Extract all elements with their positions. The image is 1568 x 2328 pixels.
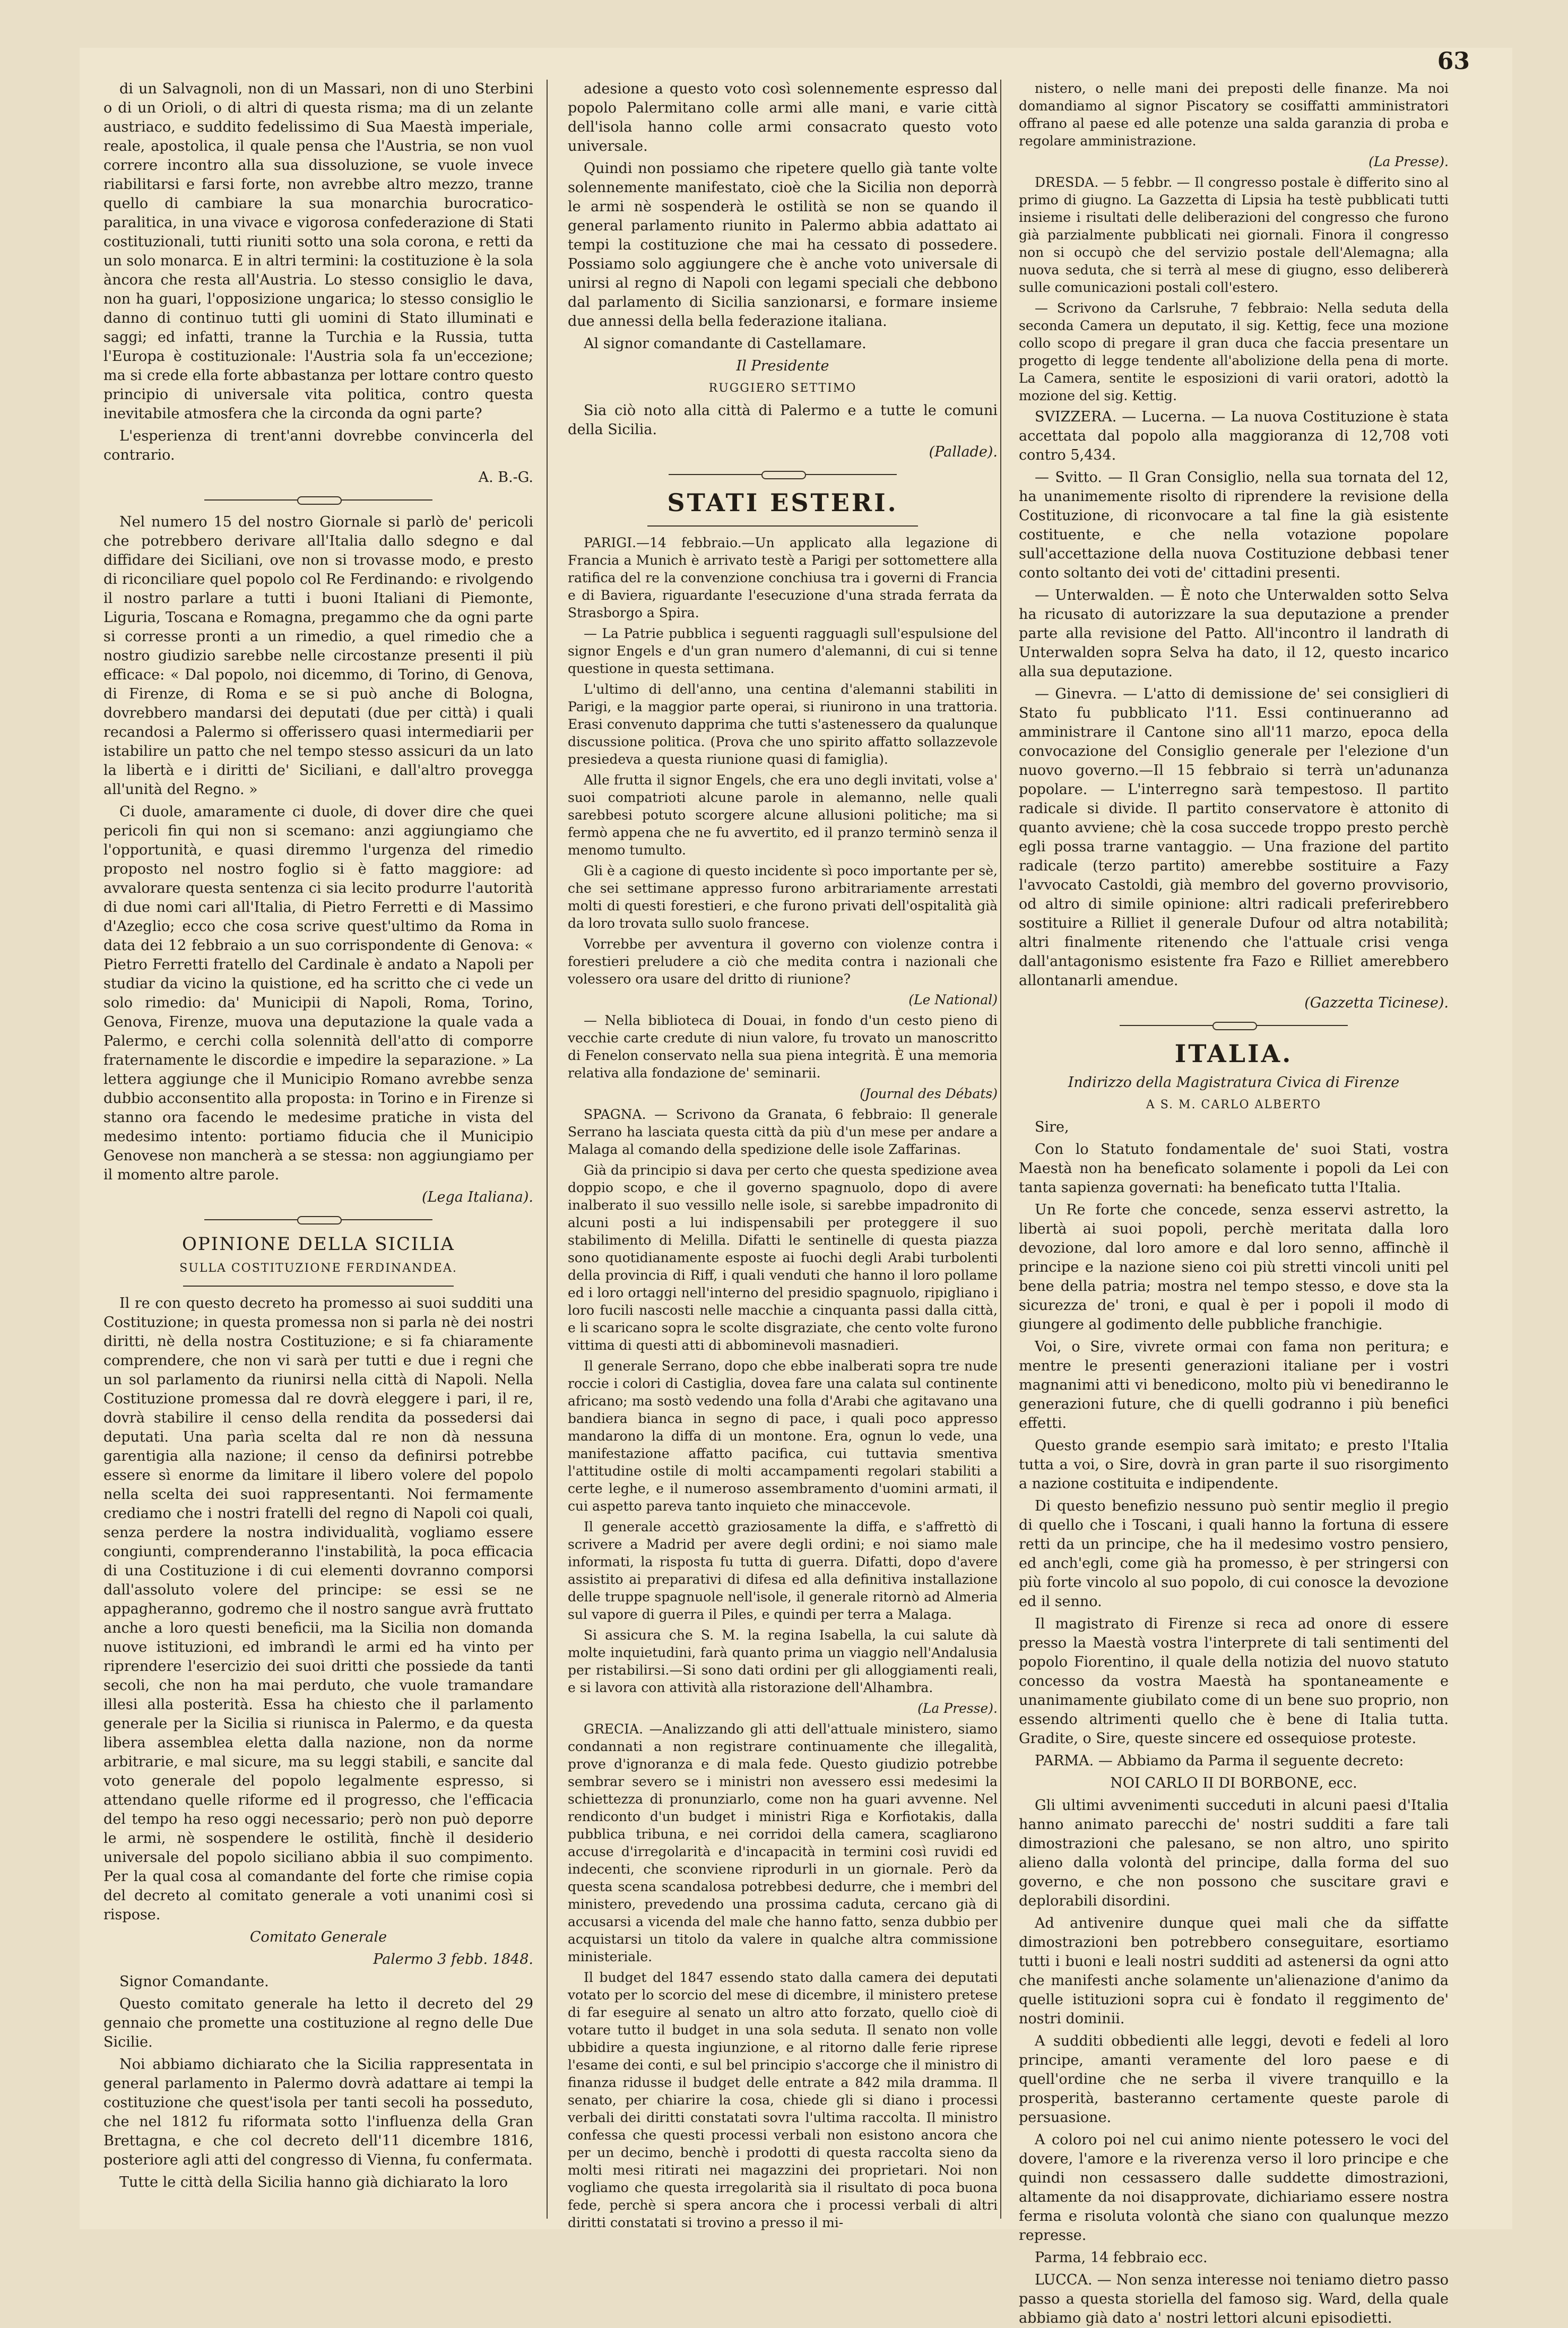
paragraph: — Unterwalden. — È noto che Unterwalden sotto Selva ha ricusato di autorizzare la sua deputazione a prender parte alla revisione del Patto. All'incontro il landrath di Unterwalden sopra Selva ha dato, il 12, questo incarico alla sua deputazione. bbox=[1019, 587, 1449, 680]
paragraph: Questo grande esempio sarà imitato; e presto l'Italia tutta a voi, o Sire, dovrà in gran parte il suo risorgimento a nazione costituita e indipendente. bbox=[1019, 1437, 1449, 1492]
paragraph: — Ginevra. — L'atto di demissione de' sei consiglieri di Stato fu pubblicato l'11. Essi continueranno ad amministrare il Cantone sino all'11 marzo, epoca della convocazione del Consiglio generale per l'elezione d'un nuovo governo.—Il 15 febbraio si terrà un'adunanza popolare. — L'interregno sarà tempestoso. Il partito radicale si divide. Il partito conservatore è attonito di quanto avviene; chè la cosa succede troppo presto perchè egli possa trarne vantaggio. — Una frazione del partito radicale (terzo partito) amerebbe sostituire a Fazy l'avvocato Castoldi, già membro del governo provvisorio, od altro di simile opinione: altri radicali preferirebbero sostituire a Rilliet il generale Dufour od altra notabilità; altri finalmente ritenendo che l'attuale crisi venga dall'antagonismo esistente fra Fazo e Rilliet amerebbero allontanarli amendue. bbox=[1019, 686, 1449, 989]
paragraph: SPAGNA. — Scrivono da Granata, 6 febbraio: Il generale Serrano ha lasciata questa città da più d'un mese per andare a Malaga al comando della spedizione delle isole Zaffarinas. bbox=[568, 1107, 998, 1157]
paragraph: Il generale accettò graziosamente la diffa, e s'affrettò di scrivere a Madrid per avere degli ordini; e noi siamo male informati, la risposta fu tutta di guerra. Difatti, dopo d'avere assistito ai preparativi di difesa ed alla definitiva installazione delle truppe spagnuole nell'isole, il generale ritornò ad Almeria sul vapore di guerra il Piles, e quindi per terra a Malaga. bbox=[568, 1519, 998, 1622]
paragraph: Parma, 14 febbraio ecc. bbox=[1035, 2249, 1208, 2266]
paragraph: Ci duole, amaramente ci duole, di dover dire che quei pericoli fin qui non si scemano: anzi aggiungiamo che l'opportunità, e quasi diremmo l'urgenza del rimedio proposto nel nostro foglio si è fatto maggiore: ad avvalorare questa sentenza ci sia lecito produrre l'autorità di due nomi cari all'Italia, di Pietro Ferretti e di Massimo d'Azeglio; ecco che cosa scrive quest'ultimo da Roma in data dei 12 febbraio a un suo corrispondente di Genova: « Pietro Ferretti fratello del Cardinale è andato a Napoli per studiar da vicino la quistione, ed ha scritto che ci vede un solo rimedio: da' Municipii di Napoli, Roma, Torino, Genova, Firenze, muova una deputazione la quale vada a Palermo, e cerchi colla solennità dell'atto di comporre fraternamente le discordie e impedire la separazione. » La lettera aggiunge che il Municipio Romano avrebbe senza dubbio acconsentito alla proposta: in Torino e in Firenze si stanno ora facendo le medesime pratiche in vista del medesimo intento: portiamo fiducia che il Municipio Genovese non mancherà a se stessa: non aggiungiamo per il momento altre parole. bbox=[103, 804, 533, 1183]
paragraph: Questo comitato generale ha letto il decreto del 29 gennaio che promette una costituzione al regno delle Due Sicilie. bbox=[103, 1996, 533, 2050]
paragraph: Tutte le città della Sicilia hanno già dichiarato la loro bbox=[119, 2174, 508, 2191]
paragraph: PARMA. — Abbiamo da Parma il seguente decreto: bbox=[1035, 1753, 1404, 1769]
column-middle bbox=[568, 80, 998, 2230]
paragraph: Il generale Serrano, dopo che ebbe inalberati sopra tre nude roccie i colori di Castiglia, dovea fare una calata sul continente africano; ma sostò vedendo una folla d'Arabi che agitavano una bandiera bianca in segno di pace, i quali poco appresso mandarono la diffa di un montone. Era, ognun lo vede, una manifestazione affatto pacifica, cui tuttavia smentiva l'attitudine ostile di molti accampamenti regolari stabiliti a certe leghe, e il numeroso assembramento d'uomini armati, il cui aspetto pareva tanto inquieto che minaccevole. bbox=[568, 1358, 998, 1514]
source-credit: (La Presse). bbox=[917, 1701, 998, 1716]
paragraph: Con lo Statuto fondamentale de' suoi Stati, vostra Maestà non ha beneficato solamente i popoli da Lei con tanta sapienza governati: ha beneficato tutta l'Italia. bbox=[1019, 1141, 1449, 1196]
paragraph: Vorrebbe per avventura il governo con violenze contra i forestieri preludere a ciò che medita contra i nazionali che volessero ora usare del dritto di riunione? bbox=[568, 936, 998, 987]
decree-heading: NOI CARLO II DI BORBONE, ecc. bbox=[1110, 1775, 1357, 1791]
section-subheading: SULLA COSTITUZIONE FERDINANDEA. bbox=[179, 1262, 457, 1275]
paragraph: Il budget del 1847 essendo stato dalla camera dei deputati votato per lo scorcio del mese di dicembre, il ministero pretese di far eseguire al senato un altro atto forzato, quello cioè di votare tutto il budget in una sola seduta. Il senato non volle ubbidire a questa ingiunzione, e al ritorno dalle ferie riprese l'esame dei conti, e sul bel principio s'accorge che il ministro di finanza ridusse il budget delle entrate a 842 mila dramma. Il senato, per chiarire la cosa, chiede gli si diano i processi verbali dei diritti constatati sovra l'ultima raccolta. Il ministro confessa che questi processi verbali non esistono ancora che per un decimo, benchè i prodotti di questa raccolta sieno da molti mesi ritirati nei magazzini dei proprietari. Noi non vogliamo che questa irregolarità sia il risultato di poca buona fede, perchè si spera ancora che i processi verbali di altri diritti constatati si trovino a presso il mi- bbox=[568, 1970, 998, 2230]
section-heading: ITALIA. bbox=[1174, 1039, 1293, 1068]
source-credit: (Gazzetta Ticinese). bbox=[1304, 995, 1449, 1011]
column-right bbox=[1019, 80, 1449, 2326]
paragraph: Voi, o Sire, vivrete ormai con fama non peritura; e mentre le presenti generazioni italiane per i vostri magnanimi atti vi benedicono, molto più vi benediranno le generazioni future, che di quelli godranno i più benefici effetti. bbox=[1019, 1339, 1449, 1432]
column-rule bbox=[547, 80, 548, 2219]
divider bbox=[647, 525, 918, 527]
ornament-divider bbox=[1019, 1020, 1449, 1031]
paragraph: Sia ciò noto alla città di Palermo e a tutte le comuni della Sicilia. bbox=[568, 402, 998, 438]
section-subheading: Indirizzo della Magistratura Civica di Firenze bbox=[1068, 1074, 1400, 1091]
addressee: A S. M. CARLO ALBERTO bbox=[1146, 1098, 1322, 1111]
ornament-divider bbox=[568, 469, 998, 480]
paragraph: — Svitto. — Il Gran Consiglio, nella sua tornata del 12, ha unanimemente risolto di riprendere la revisione della Costituzione, di riconvocare a tal fine la già esistente costituente, e che nella votazione popolare sull'accettazione della nuova Costituzione debbasi tener conto soltanto dei voti de' cittadini presenti. bbox=[1019, 469, 1449, 581]
paragraph: Ad antivenire dunque quei mali che da siffatte dimostrazioni ben potrebbero conseguitare, esortiamo tutti i buoni e leali nostri sudditi ad astenersi da ogni atto che manifesti anche solamente un'alienazione d'animo da quelle istituzioni sopra cui è fondato il reggimento de' nostri dominii. bbox=[1019, 1915, 1449, 2027]
source-credit: (Le National) bbox=[908, 992, 998, 1007]
paragraph: Il magistrato di Firenze si reca ad onore di essere presso la Maestà vostra l'interprete di tali sentimenti del popolo Fiorentino, il quale della notizia del nuovo statuto concesso da vostra Maestà ha spontaneamente e unanimamente giubilato come di un bene suo proprio, non essendo altrimenti quello che è bene di Italia tutta. Gradite, o Sire, queste sincere ed ossequiose proteste. bbox=[1019, 1616, 1449, 1747]
section-heading: STATI ESTERI. bbox=[667, 488, 898, 517]
paragraph: Gli è a cagione di questo incidente sì poco importante per sè, che sei settimane appresso furono arbitrariamente arrestati molti di questi forestieri, e che furono privati dell'ospitalità già da loro trovata sullo suolo francese. bbox=[568, 863, 998, 931]
paragraph: Nel numero 15 del nostro Giornale si parlò de' pericoli che potrebbero derivare all'Italia dallo sdegno e dal diffidare dei Siciliani, ove non si trovasse modo, e presto di riconciliare quel popolo col Re Ferdinando: e rivolgendo il nostro parlare a tutti i buoni Italiani di Piemonte, Liguria, Toscana e Romagna, pregammo che da ogni parte si corresse pronti a un rimedio, a quel rimedio che a nostro giudizio sarebbe nelle circostanze presenti il più efficace: « Dal popolo, noi dicemmo, di Torino, di Genova, di Firenze, di Roma e se si può anche di Bologna, dovrebbero mandarsi dei deputati (due per città) i quali recandosi a Palermo si offerissero quasi intermediarii per istabilire un patto che nel tempo stesso assicuri da un lato la libertà e i diritti de' Siciliani, e dall'altro provegga all'unità del Regno. » bbox=[103, 514, 533, 798]
paragraph: Si assicura che S. M. la regina Isabella, la cui salute dà molte inquietudini, farà quanto prima un viaggio nell'Andalusia per ristabilirsi.—Si sono dati ordini per gli alloggiamenti reali, e si lavora con attività alla ristorazione dell'Alhambra. bbox=[568, 1627, 998, 1695]
paragraph: — Scrivono da Carlsruhe, 7 febbraio: Nella seduta della seconda Camera un deputato, il sig. Kettig, fece una mozione collo scopo di pregare il gran duca che faccia presentare un progetto di legge tendente all'abolizione della pena di morte. La Camera, sentite le esposizioni di varii oratori, adottò la mozione del sig. Kettig. bbox=[1019, 300, 1449, 403]
ornament-divider bbox=[103, 495, 533, 505]
paragraph: Noi abbiamo dichiarato che la Sicilia rappresentata in general parlamento in Palermo dovrà adattare ai tempi la costituzione che quest'isola per tanti secoli ha posseduto, che nel 1812 fu riformata sotto l'influenza della Gran Brettagna, e che col decreto dell'11 dicembre 1816, posteriore agli atti del congresso di Vienna, fu confermata. bbox=[103, 2056, 533, 2168]
source-credit: (La Presse). bbox=[1368, 154, 1449, 169]
paragraph: — Nella biblioteca di Douai, in fondo d'un cesto pieno di vecchie carte credute di niun valore, fu trovato un manoscritto di Fenelon conservato nella sua piena integrità. È una memoria relativa alla fondazione de' seminarii. bbox=[568, 1013, 998, 1081]
paragraph: GRECIA. —Analizzando gli atti dell'attuale ministero, siamo condannati a non registrare continuamente che illegalità, prove d'ignoranza e di mala fede. Questo giudizio potrebbe sembrar severo se i ministri non avessero essi medesimi la schiettezza di pronunziarlo, come non ha guari avvenne. Nel rendiconto d'un budget i ministri Riga e Korfiotakis, dalla pubblica tribuna, e nei corridoi della camera, scagliarono accuse d'irregolarità e d'incapacità in termini così ruvidi ed indecenti, che sconviene riprodurli in un giornale. Però da questa scena scandalosa potrebbesi dedurre, che i membri del ministero, prevedendo una prossima caduta, cercano già di accusarsi a vicenda del male che hanno fatto, senza dubbio per acquistarsi un titolo da valere in qualche altra commissione ministeriale. bbox=[568, 1721, 998, 1964]
paragraph: DRESDA. — 5 febbr. — Il congresso postale è differito sino al primo di giugno. La Gazzetta di Lipsia ha testè pubblicati tutti insieme i risultati delle deliberazioni del congresso che furono già parzialmente pubblicati nei giornali. Finora il congresso non si occupò che del servizio postale dell'Alemagna; alla nuova seduta, che si terrà al mese di giugno, esso delibererà sulle comunicazioni postali coll'estero. bbox=[1019, 175, 1449, 295]
paragraph: PARIGI.—14 febbraio.—Un applicato alla legazione di Francia a Munich è arrivato testè a Parigi per sottomettere alla ratifica del re la convenzione conchiusa tra i governi di Francia e di Baviera, riguardante l'esecuzione d'una strada ferrata da Strasborgo a Spira. bbox=[568, 535, 998, 620]
salutation: Signor Comandante. bbox=[119, 1973, 269, 1990]
signatory-title: Il Presidente bbox=[736, 358, 829, 374]
ornament-divider bbox=[103, 1214, 533, 1225]
column-left bbox=[103, 80, 533, 2219]
source-credit: (Journal des Débats) bbox=[860, 1086, 998, 1101]
paragraph: Il re con questo decreto ha promesso ai suoi sudditi una Costituzione; in questa promessa non si parla nè dei nostri diritti, nè della nostra Costituzione; e si fa chiaramente comprendere, che non vi sarà per tutti e due i regni che un sol parlamento da riunirsi nella città di Napoli. Nella Costituzione promessa dal re dovrà eleggere i pari, il re, dovrà stabilire il censo della rendita da possedersi dai deputati. Una parìa scelta dal re non dà nessuna garentigia alla nazione; il censo da definirsi potrebbe essere sì enorme da limitare il libero volere del popolo nella scelta dei suoi rappresentanti. Noi fermamente crediamo che i nostri fratelli del regno di Napoli coi quali, senza perdere la nostra individualità, vogliamo essere congiunti, comprenderanno l'instabilità, la poca efficacia di una Costituzione i di cui elementi dovranno comporsi dall'assoluto volere del principe: se essi se ne appagheranno, godremo che il nostro sangue avrà fruttato anche a loro questi beneficii, ma la Sicilia non domanda nuove istituzioni, ed imbrandì le armi ed ha vinto per riprendere l'esercizio dei suoi dritti che possiede da tanti secoli, che non ha mai perduto, che vuole tramandare illesi alla posterità. Essa ha chiesto che il parlamento generale per la Sicilia si riunisca in Palermo, e da questa libera assemblea eletta dalla nazione, non da norme arbitrarie, e mal sicure, ma su leggi stabili, e sancite dal voto generale del popolo legalmente espresso, si attendano quelle riforme ed il progresso, che l'efficacia del tempo ha reso oggi necessario; però non può deporre le armi, nè sospendere le ostilità, finchè il desiderio universale del popolo siciliano abbia il suo compimento. Per la qual cosa al comandante del forte che rimise copia del decreto al comitato generale a voti unanimi così si rispose. bbox=[103, 1295, 533, 1923]
signature: A. B.-G. bbox=[478, 469, 533, 486]
paragraph: Già da principio si dava per certo che questa spedizione avea doppio scopo, e che il governo spagnuolo, dopo di avere inalberato il suo vessillo nelle isole, si sarebbe impadronito di alcuni posti a lui indispensabili per proteggere il suo stabilimento di Melilla. Difatti le sentinelle di questa piazza sono quotidianamente esposte ai fuochi degli Arabi turbolenti della provincia di Riff, i quali venduti che hanno il loro pollame ed i loro ortaggi nell'interno del presidio spagnuolo, ripigliano i loro fucili nascosti nelle macchie a cinquanta passi dalla città, e li scaricano sopra le scolte disgraziate, che cento volte furono vittima di questi atti di abbominevoli masnadieri. bbox=[568, 1162, 998, 1353]
dateline: Palermo 3 febb. 1848. bbox=[373, 1951, 533, 1968]
column-rule bbox=[1000, 80, 1001, 2219]
paragraph: Alle frutta il signor Engels, che era uno degli invitati, volse a' suoi compatrioti alcune parole in alemanno, nelle quali sarebbesi potuto scorgere alcune allusioni politiche; ma si fermò appena che ne fu avvertito, ed il pranzo terminò senza il menomo tumulto. bbox=[568, 772, 998, 858]
signatory: Comitato Generale bbox=[249, 1929, 387, 1945]
paragraph: A coloro poi nel cui animo niente potessero le voci del dovere, l'amore e la riverenza verso il loro principe e che quindi non cessassero dalle suddette dimostrazioni, altamente da noi disapprovate, dichiariamo essere nostra ferma e risoluta volontà che siano con qualunque mezzo represse. bbox=[1019, 2132, 1449, 2244]
paragraph: Un Re forte che concede, senza esservi astretto, la libertà ai suoi popoli, perchè meritata dalla loro devozione, dal loro amore e dal loro senno, affinchè il principe e la nazione sieno coi più stretti vincoli uniti pel bene della patria; mostra nel tempo stesso, e dove sta la sicurezza de' troni, e qual è per i popoli il modo di giungere al godimento delle pubbliche franchigie. bbox=[1019, 1202, 1449, 1333]
section-heading: OPINIONE DELLA SICILIA bbox=[182, 1234, 455, 1255]
paragraph: Quindi non possiamo che ripetere quello già tante volte solennemente manifestato, cioè che la Sicilia non deporrà le armi nè sospenderà le ostilità se non se quando il general parlamento riunito in Palermo abbia adattato ai tempi la costituzione che mai ha cessato di possedere. Possiamo solo aggiungere che è anche voto universale di unirsi al regno di Napoli con legami speciali che debbono dal parlamento di Sicilia sanzionarsi, e formare insieme due annessi della bella federazione italiana. bbox=[568, 160, 998, 330]
paragraph: A sudditi obbedienti alle leggi, devoti e fedeli al loro principe, amanti veramente del loro paese e di quell'ordine che ne serba il vivere tranquillo e la prosperità, basteranno certamente queste parole di persuasione. bbox=[1019, 2033, 1449, 2126]
paragraph: L'esperienza di trent'anni dovrebbe convincerla del contrario. bbox=[103, 428, 533, 463]
paragraph: Di questo benefizio nessuno può sentir meglio il pregio di quello che i Toscani, i quali hanno la fortuna di essere retti da un principe, che ha il medesimo vostro pensiero, ed anch'egli, come già ha promesso, è per stringersi con più forte vincolo al suo popolo, di cui conosce la devozione ed il senno. bbox=[1019, 1498, 1449, 1610]
paragraph: Al signor comandante di Castellamare. bbox=[584, 335, 867, 352]
paragraph: Gli ultimi avvenimenti succeduti in alcuni paesi d'Italia hanno animato parecchi de' nostri sudditi a fare tali dimostrazioni che palesano, se non altro, uno spirito alieno dalla volontà del principe, dalla forma del suo governo, e che non possono che suscitare gravi e deplorabili disordini. bbox=[1019, 1797, 1449, 1909]
salutation: Sire, bbox=[1035, 1119, 1069, 1135]
paragraph: adesione a questo voto così solennemente espresso dal popolo Palermitano colle armi alle mani, e varie città dell'isola hanno colle armi consacrato questo voto universale. bbox=[568, 81, 998, 154]
divider bbox=[183, 1286, 454, 1287]
paragraph: L'ultimo di dell'anno, una centina d'alemanni stabiliti in Parigi, e la maggior parte operai, si riunirono in una trattoria. Erasi convenuto dapprima che tutti s'astenessero da qualunque discussione politica. (Prova che uno spirito affatto sollazzevole presiedeva a questa riunione quasi di famiglia). bbox=[568, 682, 998, 767]
paragraph: LUCCA. — Non senza interesse noi teniamo dietro passo passo a questa storiella del famoso sig. Ward, della quale abbiamo già dato a' nostri lettori alcuni episodietti. bbox=[1019, 2272, 1449, 2326]
source-credit: (Lega Italiana). bbox=[422, 1189, 533, 1205]
paragraph: nistero, o nelle mani dei preposti delle finanze. Ma noi domandiamo al signor Piscatory se cosiffatti amministratori offrano al paese ed alle potenze una salda garanzia di proba e regolare amministrazione. bbox=[1019, 81, 1449, 149]
paragraph: — La Patrie pubblica i seguenti ragguagli sull'espulsione del signor Engels e d'un gran numero d'alemanni, di cui si tenne questione in questa settimana. bbox=[568, 626, 998, 676]
page-number: 63 bbox=[1437, 48, 1470, 75]
paragraph: di un Salvagnoli, non di un Massari, non di uno Sterbini o di un Orioli, o di altri di questa risma; ma di un zelante austriaco, e suddito fedelissimo di Sua Maestà imperiale, reale, apostolica, il quale pensa che l'Austria, se non vuol correre incontro alla sua dissoluzione, se vuole invece riabilitarsi e farsi forte, non avrebbe altro mezzo, tranne quello di cambiare la sua monarchia burocratico-paralitica, in una vivace e vigorosa confederazione di Stati costituzionali, tutti riuniti sotto una sola corona, e retti da un solo monarca. E in altri termini: la costituzione è la sola àncora che resta all'Austria. Lo stesso consiglio le dava, non ha guari, l'opposizione ungarica; lo stesso consiglio le danno di continuo tutti gli uomini di Stato illuminati e saggi; ed infatti, tranne la Turchia e la Russia, tutta l'Europa è costituzionale: l'Austria sola fa un'eccezione; ma si crede ella forte abbastanza per lottare contro questo principio di universale vita politica, contro questa inevitabile atmosfera che la circonda da ogni parte? bbox=[103, 81, 533, 422]
paragraph: SVIZZERA. — Lucerna. — La nuova Costituzione è stata accettata dal popolo alla maggioranza di 12,708 voti contro 5,434. bbox=[1019, 409, 1449, 463]
signatory-name: RUGGIERO SETTIMO bbox=[708, 382, 857, 395]
source-credit: (Pallade). bbox=[929, 444, 998, 460]
